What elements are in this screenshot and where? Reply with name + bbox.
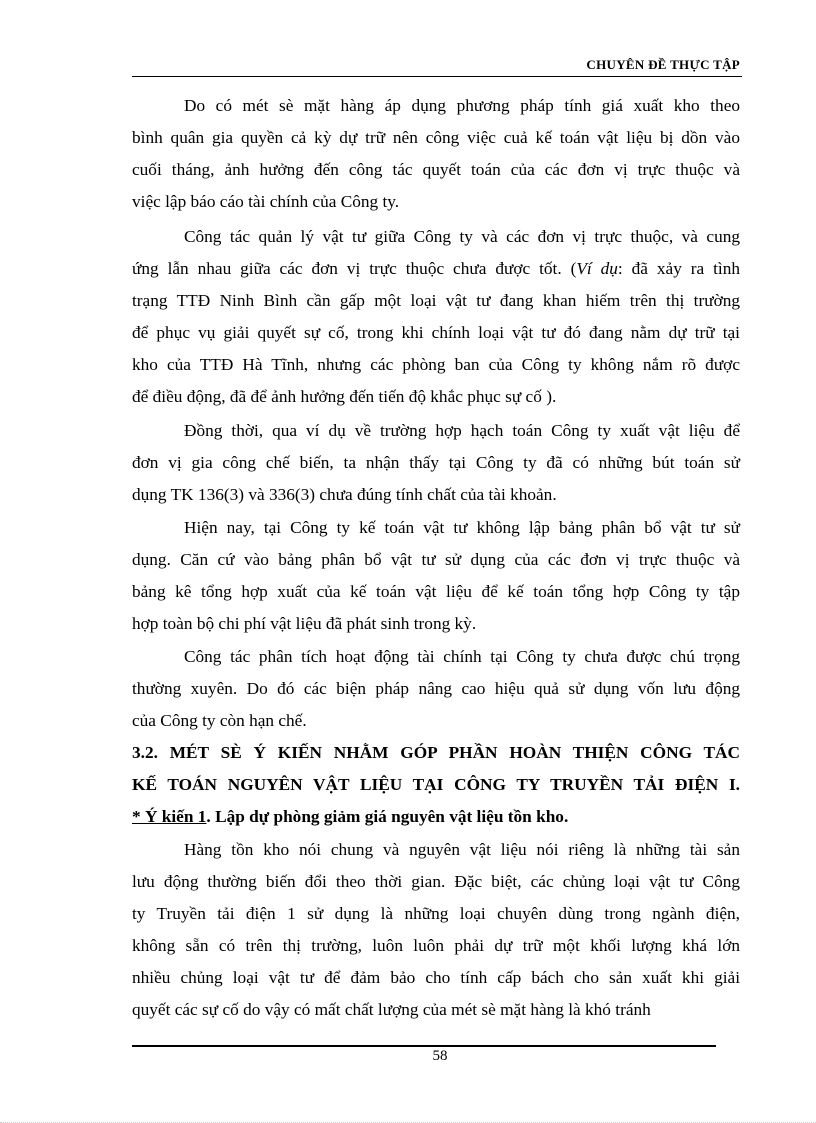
text-line: lưu động thường biến đổi theo thời gian. Đặc biệt, các chủng loại vật tư Công bbox=[132, 872, 740, 891]
example-label: Ví dụ bbox=[576, 259, 618, 278]
text-line: ty Truyền tải điện 1 sử dụng là những loại chuyên dùng trong ngành điện, bbox=[132, 904, 740, 923]
text-line: kho của TTĐ Hà Tĩnh, nhưng các phòng ban của Công ty không nắm rõ được bbox=[132, 355, 740, 374]
text-line: thường xuyên. Do đó các biện pháp nâng cao hiệu quả sử dụng vốn lưu động bbox=[132, 679, 740, 698]
text-segment: ứng lẫn nhau giữa các đơn vị trực thuộc chưa được tốt. ( bbox=[132, 259, 577, 278]
header-divider bbox=[132, 76, 742, 77]
text-line: nhiều chủng loại vật tư để đảm bảo cho tính cấp bách cho sản xuất khi giải bbox=[132, 968, 740, 987]
subsection-heading bbox=[132, 805, 740, 829]
text-line: trạng TTĐ Ninh Bình cần gấp một loại vật tư đang khan hiếm trên thị trường bbox=[132, 291, 740, 310]
text-line: của Công ty còn hạn chế. bbox=[132, 711, 307, 730]
text-line: Hiện nay, tại Công ty kế toán vật tư không lập bảng phân bổ vật tư sử bbox=[184, 518, 740, 537]
text-line: Đồng thời, qua ví dụ về trường hợp hạch toán Công ty xuất vật liệu để bbox=[184, 421, 740, 440]
text-line: Công tác phân tích hoạt động tài chính tại Công ty chưa được chú trọng bbox=[184, 647, 740, 666]
text-line: đơn vị gia công chế biến, ta nhận thấy tại Công ty đã có những bút toán sử bbox=[132, 453, 740, 472]
text-line: không sẵn có trên thị trường, luôn luôn phải dự trữ một khối lượng khá lớn bbox=[132, 936, 740, 955]
text-line: để phục vụ giải quyết sự cố, trong khi chính loại vật tư đó đang nằm dự trữ tại bbox=[132, 323, 740, 342]
text-line: dụng TK 136(3) và 336(3) chưa đúng tính chất của tài khoản. bbox=[132, 485, 557, 504]
text-line: dụng. Căn cứ vào bảng phân bổ vật tư sử dụng của các đơn vị trực thuộc và bbox=[132, 550, 740, 569]
page-number: 58 bbox=[432, 1048, 448, 1064]
text-line: Hàng tồn kho nói chung và nguyên vật liệu nói riêng là những tài sản bbox=[184, 840, 740, 859]
text-line: bình quân gia quyền cả kỳ dự trữ nên công việc cuả kế toán vật liệu bị dồn vào bbox=[132, 128, 740, 147]
text-segment: : đã xảy ra tình bbox=[617, 259, 740, 278]
text-line: quyết các sự cố do vậy có mất chất lượng của mét sè mặt hàng là khó tránh bbox=[132, 1000, 651, 1019]
text-line: Công tác quản lý vật tư giữa Công ty và các đơn vị trực thuộc, và cung bbox=[184, 227, 740, 246]
opinion-label: * Ý kiến 1 bbox=[132, 807, 207, 826]
text-line: để điều động, đã để ảnh hưởng đến tiến độ khắc phục sự cố ). bbox=[132, 387, 557, 406]
text-line: Do có mét sè mặt hàng áp dụng phương pháp tính giá xuất kho theo bbox=[184, 96, 740, 115]
text-line: bảng kê tổng hợp xuất của kế toán vật liệu để kế toán tổng hợp Công ty tập bbox=[132, 582, 740, 601]
text-line: việc lập báo cáo tài chính của Công ty. bbox=[132, 192, 400, 211]
footer-divider bbox=[132, 1045, 716, 1047]
text-line: hợp toàn bộ chi phí vật liệu đã phát sinh trong kỳ. bbox=[132, 614, 477, 633]
section-heading: 3.2. MÉT SÈ Ý KIẾN NHẰM GÓP PHẦN HOÀN THIỆN CÔNG TÁC bbox=[132, 743, 740, 762]
opinion-title: . Lập dự phòng giảm giá nguyên vật liệu tồn kho. bbox=[206, 807, 569, 826]
page-header-title: CHUYÊN ĐỀ THỰC TẬP bbox=[586, 57, 740, 72]
text-line-with-example bbox=[132, 257, 740, 281]
section-heading: KẾ TOÁN NGUYÊN VẬT LIỆU TẠI CÔNG TY TRUYỀN TẢI ĐIỆN I. bbox=[132, 775, 740, 794]
text-line: cuối tháng, ảnh hưởng đến công tác quyết toán của các đơn vị trực thuộc và bbox=[132, 160, 740, 179]
